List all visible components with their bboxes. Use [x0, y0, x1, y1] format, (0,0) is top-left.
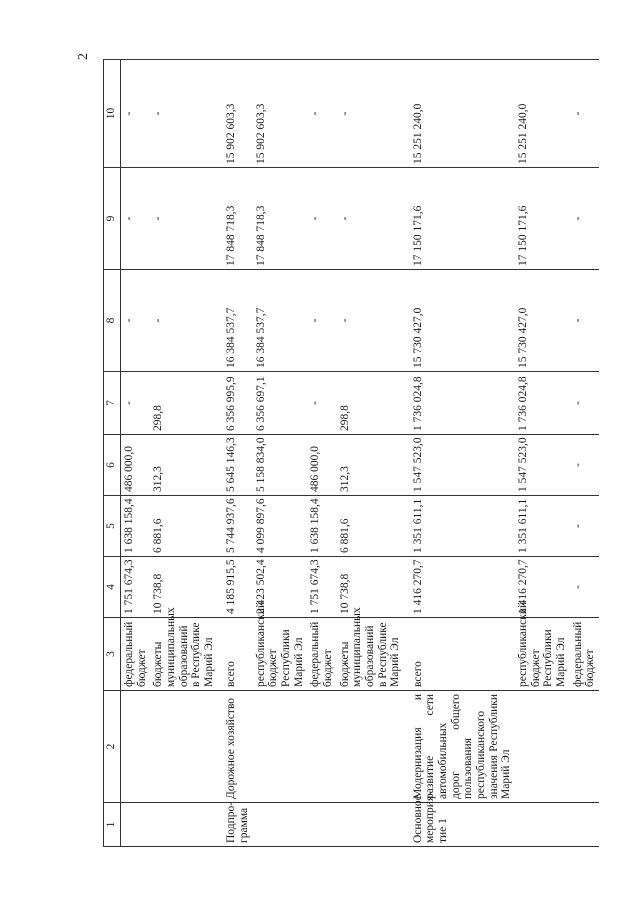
table-cell-col5: 1 351 611,1: [515, 496, 570, 557]
table-cell-col7: -: [307, 372, 336, 435]
table-cell-col2: [337, 691, 404, 803]
table-cell-col2: [307, 691, 336, 803]
table-cell-col4: 2 423 502,4: [253, 557, 308, 618]
table-cell-col10: -: [337, 60, 404, 168]
table-row: [515, 60, 570, 847]
table-cell-col3: бюджеты муниципальных образований в Республике Марий Эл: [337, 618, 404, 691]
table-cell-col8: 16 384 537,7: [253, 270, 308, 372]
table-cell-col8: -: [150, 270, 217, 372]
table-cell-col7: 1 736 024,8: [515, 372, 570, 435]
table-cell-col10: 15 902 603,3: [223, 60, 252, 168]
table-cell-col9: -: [337, 168, 404, 270]
page-number: 2: [76, 53, 91, 60]
table-body: [121, 60, 599, 847]
table-cell-col5: -: [570, 496, 599, 557]
table-cell-col1: [515, 803, 570, 847]
table-row: [410, 60, 515, 847]
table-cell-col10: -: [307, 60, 336, 168]
table-cell-col4: 1 416 270,7: [515, 557, 570, 618]
table-cell-col9: 17 150 171,6: [515, 168, 570, 270]
table-cell-col7: 6 356 995,9: [223, 372, 252, 435]
table-cell-col7: 1 736 024,8: [410, 372, 515, 435]
table-cell-col3: федеральный бюджет: [307, 618, 336, 691]
table-cell-col1: Основное мероприя-тие 1: [410, 803, 515, 847]
table-cell-col5: 1 351 611,1: [410, 496, 515, 557]
table-cell-col8: -: [121, 270, 151, 372]
table-cell-col6: 5 645 146,3: [223, 435, 252, 496]
table-cell-col3: республиканский бюджет Республики Марий Эл: [253, 618, 308, 691]
table-cell-col3: федеральный бюджет: [121, 618, 151, 691]
table-cell-col10: -: [150, 60, 217, 168]
table-cell-col7: 298,8: [150, 372, 217, 435]
table-cell-col8: 15 730 427,0: [410, 270, 515, 372]
column-header: 3: [104, 618, 121, 691]
table-cell-col9: 17 848 718,3: [223, 168, 252, 270]
column-header: 7: [104, 372, 121, 435]
table-cell-col8: -: [307, 270, 336, 372]
table-cell-col5: 1 638 158,4: [307, 496, 336, 557]
column-header: 1: [104, 803, 121, 847]
table-cell-col1: [337, 803, 404, 847]
table-cell-col7: 298,8: [337, 372, 404, 435]
table-cell-col8: -: [337, 270, 404, 372]
table-row: [253, 60, 308, 847]
table-cell-col10: 15 251 240,0: [515, 60, 570, 168]
table-cell-col5: 1 638 158,4: [121, 496, 151, 557]
table-cell-col7: -: [121, 372, 151, 435]
column-header: 4: [104, 557, 121, 618]
table-row: [307, 60, 336, 847]
table-row: [121, 60, 151, 847]
table-cell-col6: -: [570, 435, 599, 496]
table-cell-col6: 486 000,0: [307, 435, 336, 496]
column-header: 5: [104, 496, 121, 557]
table-cell-col6: 1 547 523,0: [515, 435, 570, 496]
table-cell-col4: 10 738,8: [337, 557, 404, 618]
table-cell-col2: Модернизация и развитие сети автомобильных дорог общего пользования республиканского значения Республики Марий Эл: [410, 691, 515, 803]
table-cell-col6: 486 000,0: [121, 435, 151, 496]
column-header: 10: [104, 60, 121, 168]
table-cell-col1: [570, 803, 599, 847]
table-cell-col10: -: [570, 60, 599, 168]
table-cell-col8: 15 730 427,0: [515, 270, 570, 372]
table-cell-col1: [150, 803, 217, 847]
table-cell-col2: [150, 691, 217, 803]
table-cell-col4: -: [570, 557, 599, 618]
table-cell-col6: 312,3: [150, 435, 217, 496]
table-cell-col4: 10 738,8: [150, 557, 217, 618]
table-row: [223, 60, 252, 847]
table-cell-col8: 16 384 537,7: [223, 270, 252, 372]
column-header: 8: [104, 270, 121, 372]
table-cell-col1: [307, 803, 336, 847]
table-cell-col1: Подпро-грамма: [223, 803, 252, 847]
table-row: [150, 60, 217, 847]
table-cell-col10: -: [121, 60, 151, 168]
column-header: 9: [104, 168, 121, 270]
column-number-row: [104, 60, 121, 847]
table-cell-col2: [515, 691, 570, 803]
table-cell-col3: бюджеты муниципальных образований в Республике Марий Эл: [150, 618, 217, 691]
table-cell-col9: -: [121, 168, 151, 270]
column-header: 2: [104, 691, 121, 803]
table-row: [570, 60, 599, 847]
budget-table: [103, 59, 599, 847]
table-cell-col5: 6 881,6: [337, 496, 404, 557]
table-cell-col1: [253, 803, 308, 847]
table-cell-col2: Дорожное хозяйство: [223, 691, 252, 803]
rotated-page: [103, 60, 597, 847]
table-cell-col9: 17 848 718,3: [253, 168, 308, 270]
table-cell-col5: 4 099 897,6: [253, 496, 308, 557]
table-cell-col6: 1 547 523,0: [410, 435, 515, 496]
table-cell-col9: -: [307, 168, 336, 270]
table-cell-col3: республиканский бюджет Республики Марий Эл: [515, 618, 570, 691]
table-cell-col3: федеральный бюджет: [570, 618, 599, 691]
table-cell-col7: 6 356 697,1: [253, 372, 308, 435]
table-cell-col10: 15 251 240,0: [410, 60, 515, 168]
table-cell-col9: 17 150 171,6: [410, 168, 515, 270]
table-cell-col10: 15 902 603,3: [253, 60, 308, 168]
table-cell-col4: 1 416 270,7: [410, 557, 515, 618]
table-cell-col8: -: [570, 270, 599, 372]
table-cell-col3: всего: [410, 618, 515, 691]
column-header: 6: [104, 435, 121, 496]
table-cell-col3: всего: [223, 618, 252, 691]
table-cell-col5: 5 744 937,6: [223, 496, 252, 557]
table-cell-col9: -: [150, 168, 217, 270]
table-cell-col6: 312,3: [337, 435, 404, 496]
table-cell-col4: 4 185 915,5: [223, 557, 252, 618]
table-cell-col2: [570, 691, 599, 803]
table-cell-col5: 6 881,6: [150, 496, 217, 557]
table-cell-col4: 1 751 674,3: [307, 557, 336, 618]
table-cell-col7: -: [570, 372, 599, 435]
table-cell-col2: [121, 691, 151, 803]
table-cell-col6: 5 158 834,0: [253, 435, 308, 496]
table-cell-col1: [121, 803, 151, 847]
table-cell-col9: -: [570, 168, 599, 270]
table-cell-col4: 1 751 674,3: [121, 557, 151, 618]
table-row: [337, 60, 404, 847]
table-cell-col2: [253, 691, 308, 803]
